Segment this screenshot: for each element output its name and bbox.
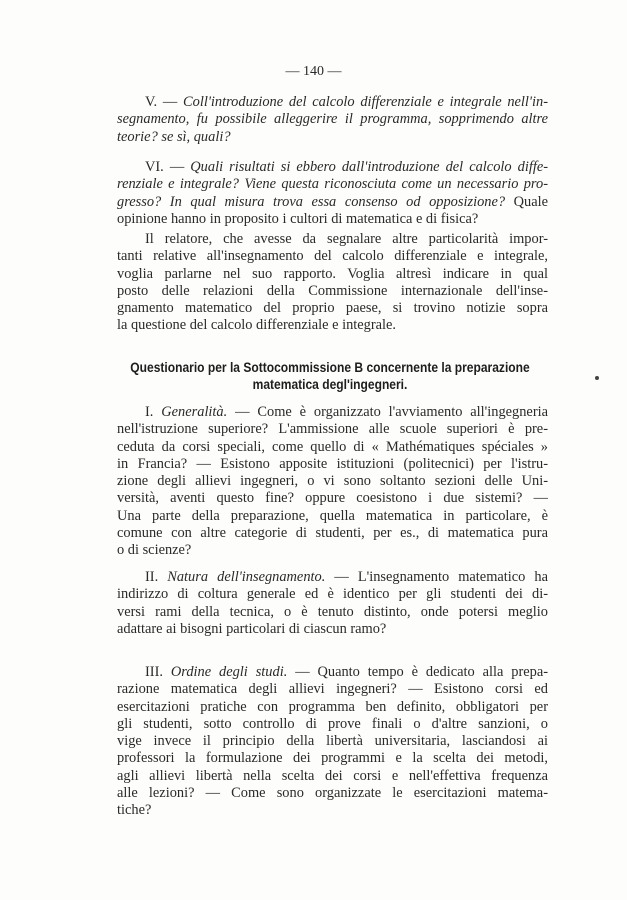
text-line [117, 176, 548, 193]
italic-text: Ordine degli studi. [170, 664, 288, 680]
italic-text: teorie? se sì, quali? [117, 128, 231, 145]
text: — Quanto tempo è dedicato alla prepa- [287, 664, 548, 680]
text-line [117, 716, 548, 733]
text: III. [145, 664, 171, 680]
italic-text: Generalità. [161, 404, 228, 420]
text-line [117, 439, 548, 456]
question-v [117, 94, 548, 146]
question-vi [117, 159, 548, 228]
text: adattare ai bisogni particolari di ciascun ramo? [117, 620, 387, 637]
text-line [117, 266, 548, 283]
text-line [117, 473, 548, 490]
text: voglia parlarne nel suo rapporto. Voglia altresì indicare in qual [117, 265, 548, 282]
text-line [117, 733, 548, 750]
text: tiche? [117, 802, 152, 819]
text-line [117, 300, 548, 317]
text-line [117, 525, 548, 542]
italic-text: Coll'introduzione del calcolo differenziale e integrale nell'in- [183, 94, 548, 110]
italic-text: segnamento, fu possibile alleggerire il programma, sopprimendo altre [117, 111, 548, 128]
text: versità, aventi questo fine? oppure coesistono i due sistemi? — [117, 490, 548, 507]
text: II. [145, 569, 168, 585]
page-number: — 140 — [285, 64, 342, 79]
text-line [117, 586, 548, 603]
text: Il relatore, che avesse da segnalare altre particolarità impor- [145, 231, 548, 247]
text: ceduta da corsi speciali, come quello di « Mathématiques spéciales » [117, 438, 548, 455]
text-line [117, 248, 548, 265]
text: posto delle relazioni della Commissione internazionale dell'inse- [117, 282, 548, 299]
text: VI. — [145, 159, 191, 175]
text: Una parte della preparazione, quella matematica in particolare, è [117, 507, 548, 524]
text: o di scienze? [117, 542, 192, 559]
text-line [117, 111, 548, 128]
text: — Come è organizzato l'avviamento all'ingegneria [227, 404, 548, 420]
text-line [117, 159, 548, 176]
text: Quale [505, 193, 548, 210]
text-line [117, 664, 548, 681]
relatore-paragraph [117, 231, 548, 335]
text-line [117, 94, 548, 111]
text-line [117, 404, 548, 421]
text: I. [145, 404, 162, 420]
italic-text: renziale e integrale? Viene questa riconosciuta come un necessario pro- [117, 176, 548, 193]
text-line [117, 750, 548, 767]
text: gnamento matematico del proprio paese, si trovino notizie sopra [117, 300, 548, 317]
text: alle lezioni? — Come sono organizzate le esercitazioni matema- [117, 785, 548, 802]
text: esercitazioni pratiche con programma ben definito, obbligatori per [117, 698, 548, 715]
text: agli allievi libertà nella scelta dei corsi e nell'effettiva frequenza [117, 767, 548, 784]
text-line [117, 681, 548, 698]
italic-text: Quali risultati si ebbero dall'introduzione del calcolo diffe- [190, 159, 548, 175]
text: gli studenti, sotto controllo di prove finali o d'altre sanzioni, o [117, 715, 548, 732]
italic-text: gresso? In qual misura trova essa consenso od opposizione? [117, 193, 506, 210]
text-line [117, 604, 548, 621]
text-line [117, 768, 548, 785]
section-heading-line-2: matematica degl'ingegneri. [252, 376, 408, 392]
text: professori la formulazione dei programmi e la scelta dei metodi, [117, 750, 548, 767]
text: la questione del calcolo differenziale e integrale. [117, 317, 397, 334]
text-line [117, 129, 548, 146]
text: — L'insegnamento matematico ha [325, 569, 548, 585]
text-line [117, 802, 548, 819]
text: comune con altre categorie di studenti, per es., di matematica pura [117, 525, 548, 542]
text-line [117, 569, 548, 586]
text-line [117, 421, 548, 438]
text-line [117, 621, 548, 638]
italic-text: Natura dell'insegnamento. [167, 569, 326, 585]
scan-mark [595, 376, 599, 380]
text-line [117, 699, 548, 716]
text: tanti relative all'insegnamento del calcolo differenziale e integrale, [117, 248, 548, 265]
text: nell'istruzione superiore? L'ammissione alle scuole superiori è pre- [117, 421, 548, 438]
text-line [117, 211, 548, 228]
text-line [117, 194, 548, 211]
text-line [117, 785, 548, 802]
text-line [117, 283, 548, 300]
text: zione degli allievi ingegneri, o vi sono soltanto sezioni delle Uni- [117, 473, 548, 490]
text-line [117, 456, 548, 473]
section-iii [117, 664, 548, 820]
text-line [117, 490, 548, 507]
section-ii [117, 569, 548, 638]
text: indirizzo di coltura generale ed è identico per gli studenti dei di- [117, 586, 548, 603]
text: V. — [145, 94, 184, 110]
section-heading [98, 359, 562, 393]
section-i [117, 404, 548, 560]
text: vige invece il principio della libertà universitaria, lasciandosi ai [117, 733, 548, 750]
text: versi rami della tecnica, o è tenuto distinto, onde potersi meglio [117, 603, 548, 620]
text-line [117, 231, 548, 248]
text-line [117, 508, 548, 525]
text-line [117, 317, 548, 334]
text: razione matematica degli allievi ingegneri? — Esistono corsi ed [117, 681, 548, 698]
section-heading-line-1: Questionario per la Sottocommissione B concernente la preparazione [130, 359, 530, 375]
text: in Francia? — Esistono apposite istituzioni (politecnici) per l'istru- [117, 455, 548, 472]
text: opinione hanno in proposito i cultori di matematica e di fisica? [117, 210, 479, 227]
text-line [117, 542, 548, 559]
